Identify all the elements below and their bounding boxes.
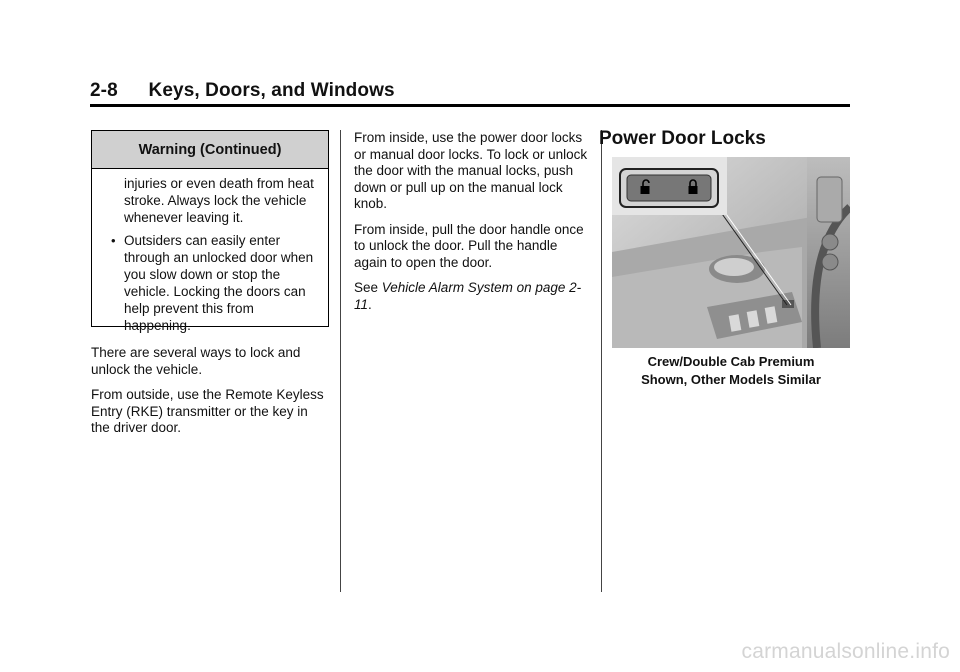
warning-body <box>92 169 328 334</box>
middle-column-text <box>354 130 590 322</box>
bullet-icon: • <box>111 233 116 248</box>
door-lock-figure <box>612 157 850 348</box>
paragraph: There are several ways to lock and unlock the vehicle. <box>91 345 301 377</box>
chapter-title: Keys, Doors, and Windows <box>148 80 395 101</box>
column-divider-left <box>340 130 341 592</box>
header-rule <box>90 104 850 107</box>
section-title: Power Door Locks <box>599 128 766 149</box>
warning-continued-text: injuries or even death from heat stroke. Always lock the vehicle whenever leaving it. <box>124 176 314 225</box>
watermark: carmanualsonline.info <box>741 640 950 663</box>
warning-box <box>91 130 329 333</box>
unlock-icon <box>639 179 653 195</box>
figure-caption: Crew/Double Cab Premium Shown, Other Models Similar <box>641 354 821 387</box>
cross-reference-link[interactable]: Vehicle Alarm System on page 2-11 <box>354 280 582 312</box>
page-header <box>90 80 395 102</box>
paragraph: From outside, use the Remote Keyless Entry (RKE) transmitter or the key in the driver door. <box>91 387 324 435</box>
column-divider-right <box>601 130 602 592</box>
paragraph: From inside, use the power door locks or manual door locks. To lock or unlock the door with the manual locks, push down or pull up on the manual lock knob. <box>354 130 588 211</box>
lock-icon <box>686 179 700 195</box>
section-number: 2-8 <box>90 80 118 101</box>
warning-bullet-text: Outsiders can easily enter through an unlocked door when you slow down or stop the vehicle. Locking the doors can help prevent this from happening. <box>124 233 314 333</box>
paragraph: From inside, pull the door handle once to unlock the door. Pull the handle again to open the door. <box>354 221 584 270</box>
see-reference-paragraph: See Vehicle Alarm System on page 2-11. <box>354 280 582 312</box>
left-column-text <box>91 345 329 446</box>
warning-bullet-item <box>111 232 322 334</box>
warning-title: Warning (Continued) <box>92 131 328 169</box>
